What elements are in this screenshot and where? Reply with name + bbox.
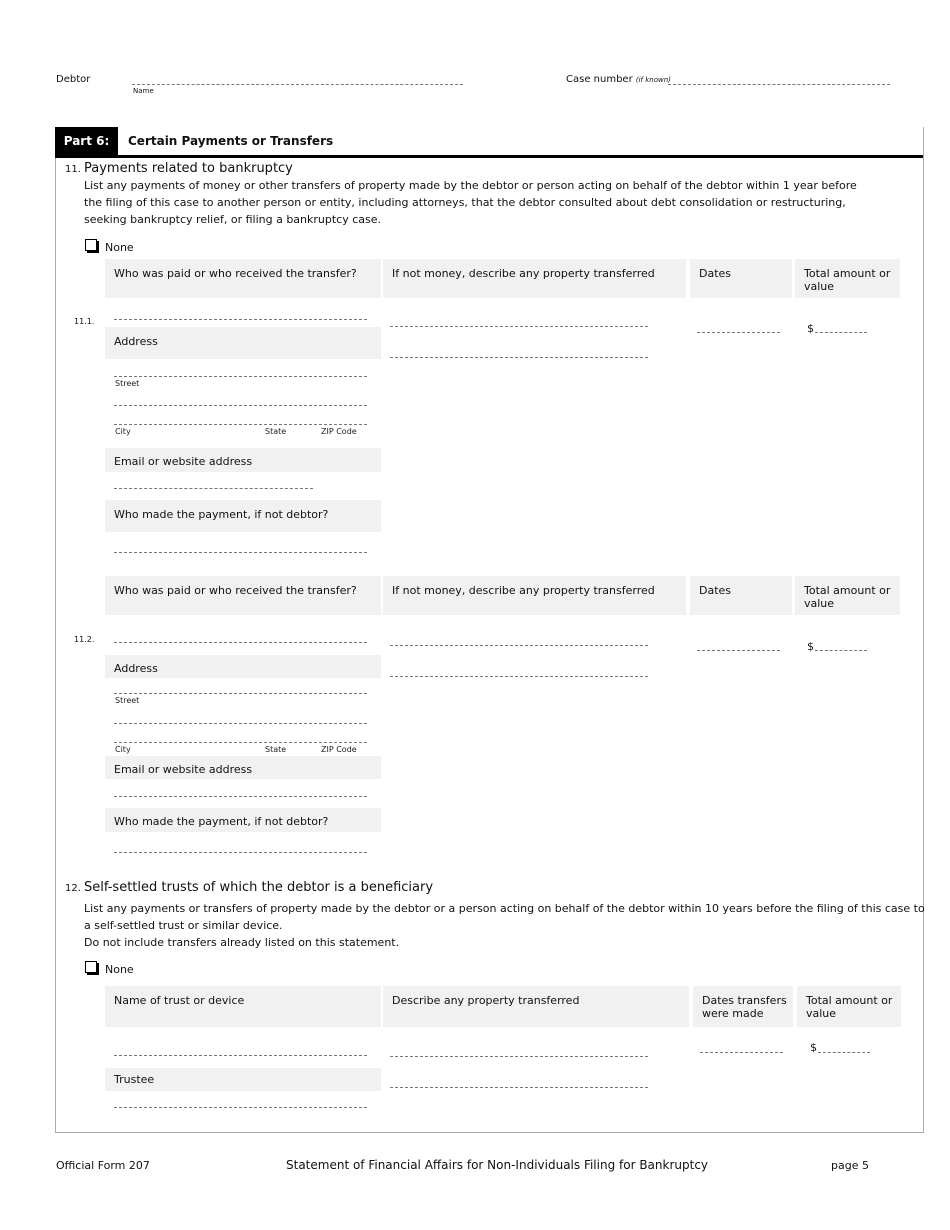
- q12-none-checkbox[interactable]: [85, 961, 97, 973]
- state-caption: State: [265, 745, 287, 754]
- q12-property-field-2[interactable]: [390, 1087, 648, 1088]
- q11-none-checkbox[interactable]: [85, 239, 97, 251]
- entry-11-2-who-made-field[interactable]: [114, 852, 367, 853]
- footer-form-number: Official Form 207: [56, 1159, 150, 1172]
- q12-instruction-1: List any payments or transfers of property made by the debtor or a person acting on behalf of the debtor within 10 years before the filing of this case to: [84, 902, 925, 915]
- entry-11-1-who-made-field[interactable]: [114, 552, 367, 553]
- entry-11-1-who-made-header: [105, 500, 381, 532]
- entry-11-2-who-made-header: [105, 808, 381, 832]
- q12-col-property-header: [383, 986, 689, 1027]
- q12-title: Self-settled trusts of which the debtor is a beneficiary: [84, 880, 434, 895]
- col-label: If not money, describe any property transferred: [392, 267, 655, 280]
- q11-title: Payments related to bankruptcy: [84, 161, 293, 176]
- q11-col-amount-header: [795, 259, 900, 298]
- entry-11-1-dates-field[interactable]: [697, 332, 780, 333]
- entry-11-1-payee-field[interactable]: [114, 319, 367, 320]
- q11-col-amount-header-2: [795, 576, 900, 615]
- q12-number: 12.: [65, 883, 81, 894]
- q12-instruction-3: Do not include transfers already listed on this statement.: [84, 936, 400, 949]
- entry-11-1-city-field[interactable]: [114, 424, 367, 425]
- col-label: Who was paid or who received the transfer?: [114, 584, 357, 597]
- q12-trustee-header: [105, 1068, 381, 1091]
- entry-11-2-street-field[interactable]: [114, 693, 367, 694]
- street-caption: Street: [115, 379, 140, 388]
- city-caption: City: [115, 745, 131, 754]
- q11-none-label: None: [105, 241, 134, 254]
- footer-form-title: Statement of Financial Affairs for Non-Individuals Filing for Bankruptcy: [286, 1158, 709, 1172]
- entry-11-1-dollar-sign: $: [807, 322, 814, 335]
- address-label: Address: [114, 662, 158, 675]
- q11-instruction-1: List any payments of money or other transfers of property made by the debtor or person acting on behalf of the debtor within 1 year before: [84, 179, 857, 192]
- q12-dates-field[interactable]: [700, 1052, 783, 1053]
- q12-none-label: None: [105, 963, 134, 976]
- if-known-note: (if known): [635, 76, 671, 84]
- footer-page-number: page 5: [831, 1159, 869, 1172]
- q11-col-property-header: [383, 259, 686, 298]
- col-label: Total amount or value: [804, 584, 891, 610]
- state-caption: State: [265, 427, 287, 436]
- q11-col-who-header-2: [105, 576, 381, 615]
- entry-11-1-amount-field[interactable]: [815, 332, 867, 333]
- case-number-label: [566, 74, 671, 85]
- col-label: Total amount or value: [806, 994, 893, 1020]
- entry-11-2-dates-field[interactable]: [697, 650, 780, 651]
- entry-11-2-dollar-sign: $: [807, 640, 814, 653]
- col-label: Total amount or value: [804, 267, 891, 293]
- name-caption: Name: [133, 87, 154, 95]
- entry-11-2-street-field-2[interactable]: [114, 723, 367, 724]
- entry-11-2-city-field[interactable]: [114, 742, 367, 743]
- debtor-label: Debtor: [56, 74, 91, 85]
- entry-11-2-payee-field[interactable]: [114, 642, 367, 643]
- entry-11-2-amount-field[interactable]: [815, 650, 867, 651]
- entry-11-1-street-field-2[interactable]: [114, 405, 367, 406]
- entry-11-2-property-field-2[interactable]: [390, 676, 648, 677]
- q12-trust-name-field[interactable]: [114, 1055, 367, 1056]
- entry-11-2-email-header: [105, 756, 381, 779]
- col-label: Name of trust or device: [114, 994, 245, 1007]
- case-number-field[interactable]: [668, 84, 890, 85]
- part-label: Part 6:: [55, 127, 118, 155]
- q11-col-dates-header-2: [690, 576, 792, 615]
- entry-11-2-number: 11.2.: [74, 635, 95, 644]
- zip-caption: ZIP Code: [321, 427, 357, 436]
- part-header: [55, 127, 923, 158]
- entry-11-1-property-field-2[interactable]: [390, 357, 648, 358]
- q12-trustee-field[interactable]: [114, 1107, 367, 1108]
- col-label: Who was paid or who received the transfer?: [114, 267, 357, 280]
- address-label: Address: [114, 335, 158, 348]
- entry-11-2-address-header: [105, 655, 381, 678]
- q12-amount-field[interactable]: [818, 1052, 870, 1053]
- entry-11-1-address-header: [105, 327, 381, 359]
- who-made-label: Who made the payment, if not debtor?: [114, 508, 329, 521]
- q12-col-dates-header: [693, 986, 793, 1027]
- entry-11-1-email-header: [105, 448, 381, 472]
- case-number-text: Case number: [566, 74, 633, 85]
- street-caption: Street: [115, 696, 140, 705]
- col-label: If not money, describe any property transferred: [392, 584, 655, 597]
- q12-property-field[interactable]: [390, 1056, 648, 1057]
- q11-col-property-header-2: [383, 576, 686, 615]
- q12-instruction-2: a self-settled trust or similar device.: [84, 919, 283, 932]
- q11-number: 11.: [65, 164, 81, 175]
- zip-caption: ZIP Code: [321, 745, 357, 754]
- who-made-label: Who made the payment, if not debtor?: [114, 815, 329, 828]
- entry-11-2-property-field[interactable]: [390, 645, 648, 646]
- col-label: Describe any property transferred: [392, 994, 580, 1007]
- entry-11-1-email-field[interactable]: [114, 488, 313, 489]
- part-title: Certain Payments or Transfers: [128, 134, 334, 148]
- col-label: Dates transfers were made: [702, 994, 787, 1020]
- trustee-label: Trustee: [114, 1073, 155, 1086]
- city-caption: City: [115, 427, 131, 436]
- q11-instruction-2: the filing of this case to another person or entity, including attorneys, that the debtor consulted about debt consolidation or restructuring,: [84, 196, 846, 209]
- debtor-name-field[interactable]: [132, 84, 463, 85]
- q12-col-trust-header: [105, 986, 381, 1027]
- email-label: Email or website address: [114, 455, 253, 468]
- q11-col-who-header: [105, 259, 381, 298]
- entry-11-1-street-field[interactable]: [114, 376, 367, 377]
- col-label: Dates: [699, 584, 732, 597]
- col-label: Dates: [699, 267, 732, 280]
- email-label: Email or website address: [114, 763, 253, 776]
- q11-col-dates-header: [690, 259, 792, 298]
- entry-11-2-email-field[interactable]: [114, 796, 367, 797]
- q12-col-amount-header: [797, 986, 901, 1027]
- entry-11-1-property-field[interactable]: [390, 326, 648, 327]
- q11-instruction-3: seeking bankruptcy relief, or filing a bankruptcy case.: [84, 213, 382, 226]
- q12-dollar-sign: $: [810, 1041, 817, 1054]
- entry-11-1-number: 11.1.: [74, 317, 95, 326]
